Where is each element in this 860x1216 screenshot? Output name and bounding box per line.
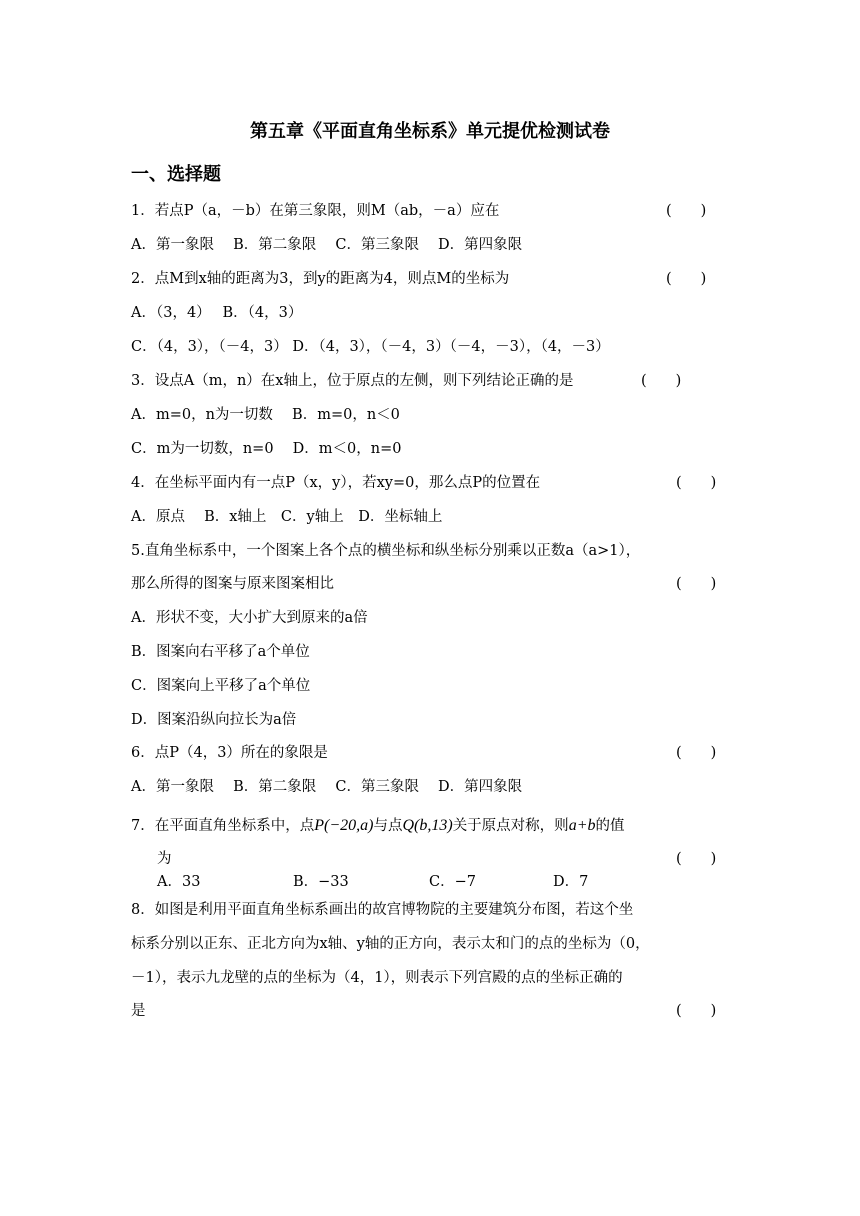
q5-option-d: D．图案沿纵向拉长为a倍	[131, 712, 297, 728]
q5-stem-2: 那么所得的图案与原来图案相比	[131, 576, 334, 592]
q6-options: A．第一象限 B．第二象限 C．第三象限 D．第四象限	[131, 779, 523, 795]
q4-answer-paren: ( )	[676, 475, 717, 491]
q7-point-p: P(−20,a)	[314, 817, 374, 834]
q7-answer-paren: ( )	[676, 851, 717, 867]
q2-options-1: A．（3，4） B．（4，3）	[131, 305, 303, 321]
q8-stem-2: 标系分别以正东、正北方向为x轴、y轴的正方向，表示太和门的点的坐标为（0，	[131, 936, 650, 952]
q5-option-c: C．图案向上平移了a个单位	[131, 678, 311, 694]
q2-options-2: C．（4，3），（－4，3） D．（4，3），（－4，3）（－4，－3），（4，－3）	[131, 339, 610, 355]
q7-stem-2: 为	[157, 851, 172, 867]
q7-option-d: D．7	[553, 874, 589, 890]
q3-options-2: C．m为一切数，n=0 D．m＜0，n=0	[131, 441, 402, 457]
q1-stem: 1．若点P（a，－b）在第三象限，则M（ab，－a）应在	[131, 203, 500, 219]
q1-options: A．第一象限 B．第二象限 C．第三象限 D．第四象限	[131, 237, 523, 253]
q7-expression: a+b	[568, 817, 596, 834]
q7-stem-prefix: 7．在平面直角坐标系中，点	[131, 818, 315, 834]
q3-stem: 3．设点A（m，n）在x轴上，位于原点的左侧，则下列结论正确的是	[131, 373, 574, 389]
q1-answer-paren: ( )	[666, 203, 707, 219]
q7-option-b: B．−33	[293, 874, 349, 890]
q7-option-c: C．−7	[429, 874, 476, 890]
page-title: 第五章《平面直角坐标系》单元提优检测试卷	[250, 121, 610, 142]
q7-stem-mid2: 关于原点对称，则	[452, 818, 569, 834]
q7-option-a: A．33	[157, 874, 201, 890]
q7-stem-mid: 与点	[373, 818, 403, 834]
q6-stem: 6．点P（4，3）所在的象限是	[131, 745, 328, 761]
q7-point-q: Q(b,13)	[402, 817, 453, 834]
q8-stem-4: 是	[131, 1003, 146, 1019]
q8-stem-3: －1），表示九龙壁的点的坐标为（4，1），则表示下列宫殿的点的坐标正确的	[131, 970, 623, 986]
q7-stem	[131, 816, 624, 836]
q3-options-1: A．m=0，n为一切数 B．m=0，n＜0	[131, 407, 400, 423]
q7-options	[157, 872, 588, 892]
q5-stem-1: 5.直角坐标系中，一个图案上各个点的横坐标和纵坐标分别乘以正数a（a>1），	[131, 543, 641, 559]
q7-stem-suffix: 的值	[595, 818, 625, 834]
q3-answer-paren: ( )	[641, 373, 682, 389]
q4-stem: 4．在坐标平面内有一点P（x，y），若xy=0，那么点P的位置在	[131, 475, 541, 491]
q2-stem: 2．点M到x轴的距离为3，到y的距离为4，则点M的坐标为	[131, 271, 510, 287]
q8-answer-paren: ( )	[676, 1003, 717, 1019]
q5-option-b: B．图案向右平移了a个单位	[131, 644, 310, 660]
q5-answer-paren: ( )	[676, 576, 717, 592]
section-heading: 一、选择题	[131, 164, 221, 185]
q4-options: A．原点 B．x轴上 C．y轴上 D．坐标轴上	[131, 509, 443, 525]
q5-option-a: A．形状不变，大小扩大到原来的a倍	[131, 610, 368, 626]
q6-answer-paren: ( )	[676, 745, 717, 761]
q2-answer-paren: ( )	[666, 271, 707, 287]
q8-stem-1: 8．如图是利用平面直角坐标系画出的故宫博物院的主要建筑分布图，若这个坐	[131, 902, 634, 918]
